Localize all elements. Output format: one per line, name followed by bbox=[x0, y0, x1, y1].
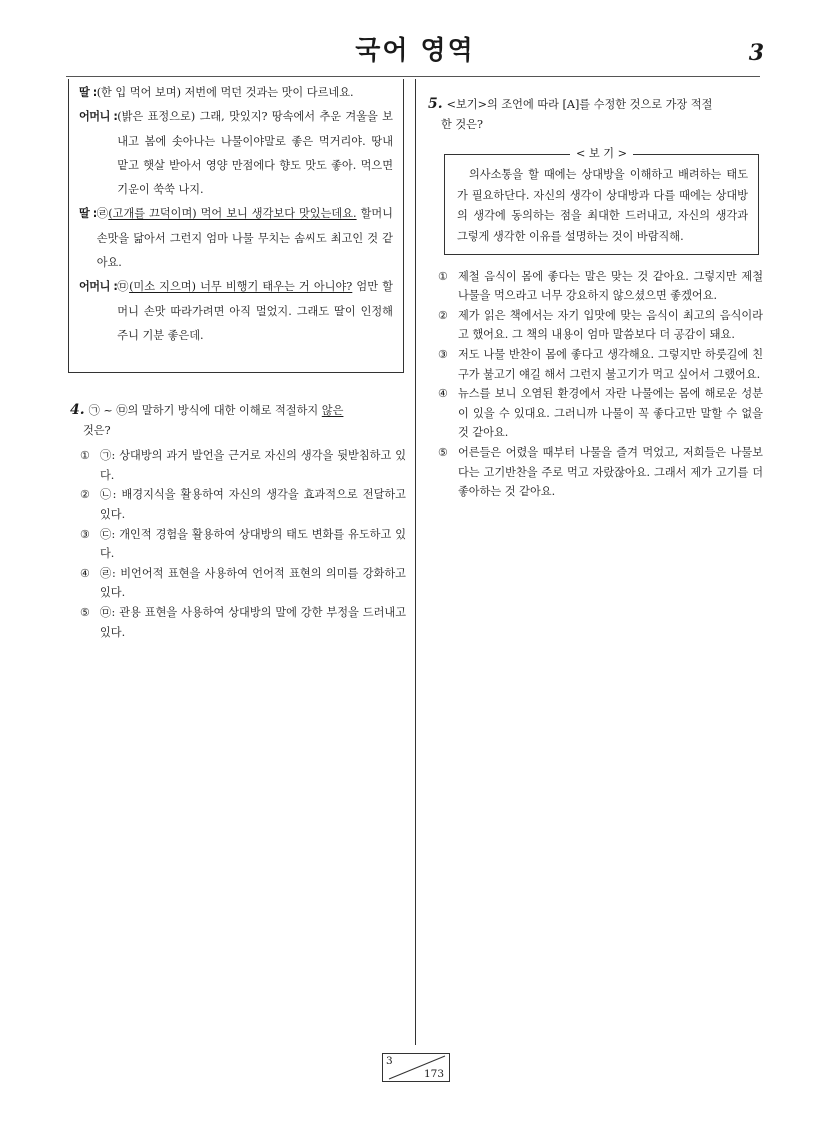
dialogue-box bbox=[68, 79, 404, 373]
utterance bbox=[97, 81, 393, 105]
dialogue-turn bbox=[79, 202, 393, 275]
stem-text: <보기>의 조언에 따라 [A]를 수정한 것으로 가장 적절 bbox=[446, 98, 713, 111]
choice-number: ② bbox=[438, 308, 449, 322]
choice-text: 저도 나물 반찬이 몸에 좋다고 생각해요. 그렇지만 하룻길에 친구가 불고기 얘길 해서 그런지 불고기가 먹고 싶어서 그랬어요. bbox=[458, 347, 763, 381]
stem-text: ~ bbox=[99, 404, 117, 417]
utterance bbox=[117, 275, 393, 348]
choice-4[interactable] bbox=[70, 564, 406, 603]
utterance-text: (밝은 표정으로) 그래, 맛있지? 땅속에서 추운 겨울을 보내고 봄에 솟아나는 나물이야말로 좋은 먹거리야. 땅내 맡고 햇살 받아서 영양 만점에다 향도 맛도 좋아. 먹으면 기운이 쑥쑥 나지. bbox=[117, 110, 393, 197]
speaker-label: 딸 : bbox=[79, 86, 97, 99]
choice-5[interactable] bbox=[70, 603, 406, 642]
stem-text: 의 말하기 방식에 대한 이해로 적절하지 bbox=[127, 404, 322, 417]
choice-text: ㉤: 관용 표현을 사용하여 상대방의 말에 강한 부정을 드러내고 있다. bbox=[100, 605, 406, 639]
choice-number: ④ bbox=[438, 387, 449, 401]
speaker-label: 어머니 : bbox=[79, 280, 118, 294]
question-stem-cont: 것은? bbox=[83, 423, 111, 437]
dialogue-turn bbox=[79, 81, 393, 105]
choice-text: 제철 음식이 몸에 좋다는 말은 맞는 것 같아요. 그렇지만 제철 나물을 먹으라고 너무 강요하지 않으셨으면 좋겠어요. bbox=[458, 269, 763, 303]
question-stem bbox=[70, 401, 406, 421]
choice-4[interactable] bbox=[428, 384, 763, 443]
choice-number: ⑤ bbox=[80, 605, 91, 619]
question-4 bbox=[70, 401, 406, 642]
choice-2[interactable] bbox=[428, 306, 763, 345]
choice-1[interactable] bbox=[428, 267, 763, 306]
header-rule bbox=[66, 76, 760, 77]
question-5 bbox=[428, 95, 763, 502]
bogi-title: < 보 기 > bbox=[570, 147, 633, 160]
choice-text: ㉢: 개인적 경험을 활용하여 상대방의 태도 변화를 유도하고 있다. bbox=[100, 527, 406, 561]
question-number: 4. bbox=[70, 402, 85, 418]
choice-text: 뉴스를 보니 오염된 환경에서 자란 나물에는 몸에 해로운 성분이 있을 수 있대요. 그러니까 나물이 꼭 좋다고만 말할 수 없을 것 같아요. bbox=[458, 387, 763, 440]
choice-text: ㉡: 배경지식을 활용하여 자신의 생각을 효과적으로 전달하고 있다. bbox=[100, 488, 406, 521]
choice-text: 제가 읽은 책에서는 자기 입맛에 맞는 음식이 최고의 음식이라고 했어요. 그 책의 내용이 엄마 말씀보다 더 공감이 돼요. bbox=[458, 308, 763, 342]
current-page: 3 bbox=[386, 1055, 393, 1067]
circled-mark: ㉣ bbox=[96, 207, 109, 221]
speaker-label: 어머니 : bbox=[79, 110, 118, 124]
choice-list bbox=[70, 446, 406, 642]
question-stem-cont: 한 것은? bbox=[441, 117, 483, 131]
total-pages: 173 bbox=[423, 1068, 444, 1080]
choice-list bbox=[428, 267, 763, 502]
underlined-text: (고개를 끄덕이며) 먹어 보니 생각보다 맛있는데요. bbox=[108, 207, 357, 221]
bogi-box bbox=[444, 147, 759, 254]
circled-mark: ㉤ bbox=[116, 404, 128, 417]
choice-number: ② bbox=[80, 488, 91, 502]
speaker-label: 딸 : bbox=[79, 207, 97, 221]
utterance-text: 엄만 할머니 손맛 따라가려면 아직 멀었지. 그래도 딸이 인정해 주니 기분 좋은데. bbox=[117, 280, 393, 342]
choice-2[interactable] bbox=[70, 485, 406, 524]
choice-number: ① bbox=[438, 269, 449, 283]
choice-number: ③ bbox=[438, 347, 449, 361]
choice-number: ④ bbox=[80, 566, 91, 580]
utterance bbox=[97, 202, 393, 275]
choice-1[interactable] bbox=[70, 446, 406, 485]
page-number: 3 bbox=[748, 40, 764, 66]
circled-mark: ㉤ bbox=[117, 280, 130, 294]
choice-number: ③ bbox=[80, 527, 91, 541]
utterance-text: 할머니 손맛을 닮아서 그런지 엄마 나물 무치는 솜씨도 최고인 것 같아요. bbox=[96, 207, 393, 270]
choice-text: ㉣: 비언어적 표현을 사용하여 언어적 표현의 의미를 강화하고 있다. bbox=[100, 566, 406, 600]
dialogue-turn bbox=[79, 275, 393, 348]
choice-text: 어른들은 어렸을 때부터 나물을 즐겨 먹었고, 저희들은 나물보다는 고기반찬을 주로 먹고 자랐잖아요. 그래서 제가 고기를 더 좋아하는 것 같아요. bbox=[458, 445, 763, 499]
underlined-text: (미소 지으며) 너무 비행기 태우는 거 아니야? bbox=[129, 280, 353, 294]
choice-5[interactable] bbox=[428, 443, 763, 502]
question-number: 5. bbox=[428, 96, 443, 112]
choice-number: ⑤ bbox=[438, 445, 449, 459]
choice-3[interactable] bbox=[428, 345, 763, 384]
page-title: 국어 영역 bbox=[355, 36, 475, 66]
choice-3[interactable] bbox=[70, 525, 406, 564]
circled-mark: ㉠ bbox=[88, 404, 100, 417]
dialogue-turn bbox=[79, 105, 393, 202]
page-counter bbox=[382, 1053, 450, 1082]
choice-text: ㉠: 상대방의 과거 발언을 근거로 자신의 생각을 뒷받침하고 있다. bbox=[100, 449, 406, 482]
utterance bbox=[117, 105, 393, 202]
utterance-text: (한 입 먹어 보며) 저번에 먹던 것과는 맛이 다르네요. bbox=[96, 86, 354, 99]
bogi-text: 의사소통을 할 때에는 상대방을 이해하고 배려하는 태도가 필요하단다. 자신의 생각이 상대방과 다를 때에는 상대방의 생각에 동의하는 점을 최대한 드러내고, 자신의 생각과 그렇게 생각한 이유를 설명하는 것이 바람직해. bbox=[457, 168, 748, 243]
stem-underlined: 않은 bbox=[321, 404, 344, 417]
question-stem bbox=[428, 95, 763, 115]
column-divider bbox=[415, 79, 416, 1045]
choice-number: ① bbox=[80, 449, 91, 463]
